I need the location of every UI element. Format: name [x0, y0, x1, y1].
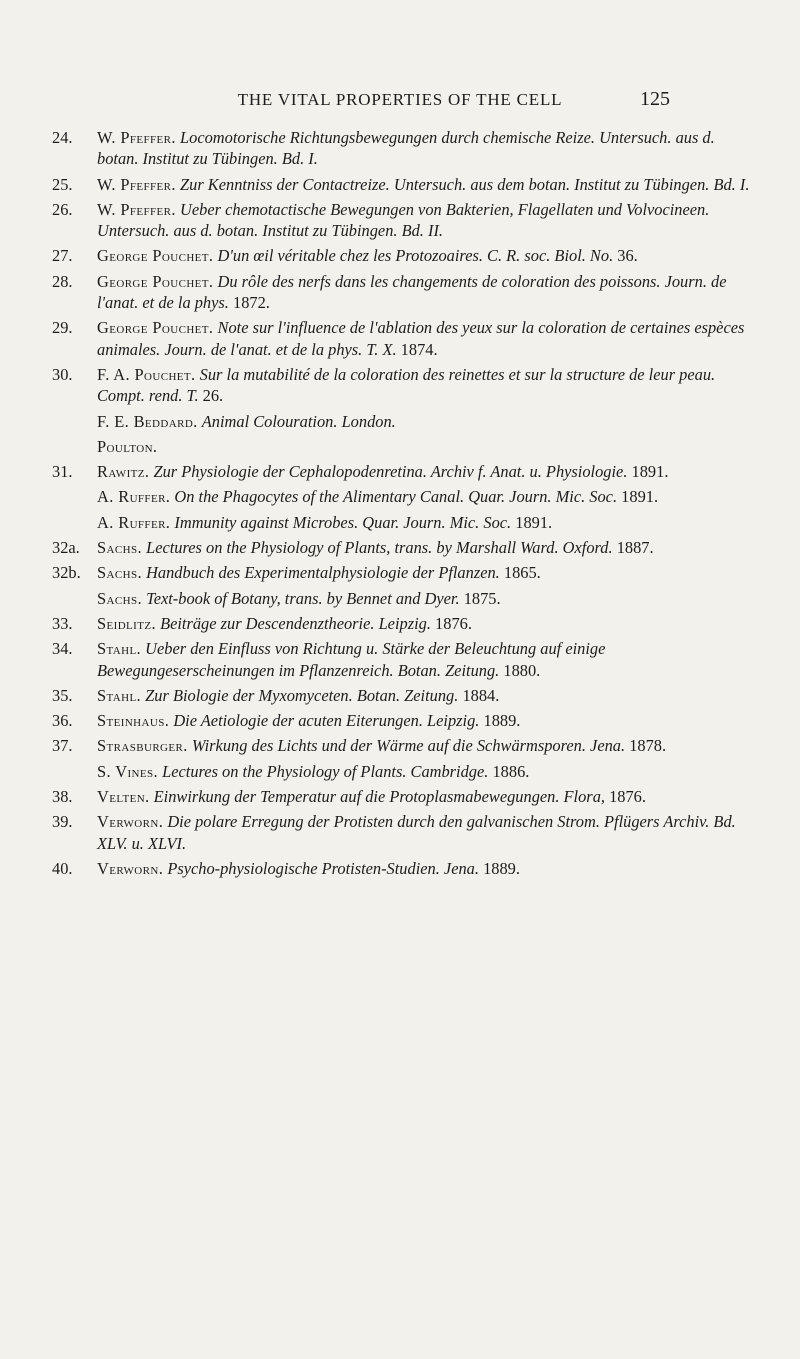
reference-author: Verworn.	[97, 812, 164, 832]
reference-detail: 1880.	[503, 660, 541, 680]
reference-author: Stahl.	[97, 685, 142, 705]
reference-number: 39.	[52, 812, 73, 832]
reference-detail: 1887.	[616, 538, 654, 558]
reference-title: Handbuch des Experimentalphysiologie der Pflanzen.	[146, 563, 500, 583]
reference-title: Lectures on the Physiology of Plants, trans. by Marshall Ward. Oxford.	[146, 538, 613, 558]
reference-author: George Pouchet.	[97, 246, 214, 266]
reference-entry	[52, 613, 758, 634]
reference-author: F. E. Beddard.	[97, 411, 198, 431]
reference-title: Beiträge zur Descendenztheorie. Leipzig.	[160, 613, 431, 633]
reference-title: Wirkung des Lichts und der Wärme auf die Schwärmsporen. Jena.	[191, 736, 626, 756]
reference-author: W. Pfeffer.	[97, 199, 176, 219]
reference-title: Text-book of Botany, trans. by Bennet and Dyer.	[146, 588, 460, 608]
running-title: THE VITAL PROPERTIES OF THE CELL	[237, 90, 563, 109]
reference-entry	[52, 411, 758, 432]
reference-detail: 1875.	[463, 588, 501, 608]
reference-title: Animal Colouration. London.	[201, 411, 396, 431]
reference-entry	[52, 436, 758, 457]
page-number: 125	[640, 88, 670, 110]
reference-title: Du rôle des nerfs dans les changements de coloration des poissons. Journ. de l'anat. et de la phys.	[97, 271, 727, 313]
reference-number: 35.	[52, 685, 73, 705]
reference-entry	[52, 562, 758, 583]
reference-author: Rawitz.	[97, 462, 150, 482]
reference-detail: 1889.	[483, 858, 520, 878]
reference-number: 33.	[52, 613, 73, 633]
reference-entry	[52, 588, 758, 609]
reference-author: Sachs.	[97, 538, 142, 558]
reference-author: Sachs.	[97, 588, 142, 608]
reference-detail: 1876.	[609, 787, 646, 807]
reference-author: Seidlitz.	[97, 613, 156, 633]
reference-entry	[52, 461, 758, 482]
reference-detail: 1886.	[492, 761, 530, 781]
reference-title: Die polare Erregung der Protisten durch den galvanischen Strom. Pflügers Archiv. Bd. XLV. u. XLVI.	[97, 812, 736, 853]
reference-title: On the Phagocytes of the Alimentary Canal. Quar. Journ. Mic. Soc.	[174, 487, 618, 507]
reference-title: Psycho-physiologische Protisten-Studien. Jena.	[167, 858, 479, 878]
reference-number: 36.	[52, 711, 73, 731]
reference-author: F. A. Pouchet.	[97, 364, 196, 384]
reference-number: 26.	[52, 199, 73, 219]
reference-number: 32b.	[52, 563, 81, 583]
reference-number: 38.	[52, 787, 73, 807]
reference-title: Zur Kenntniss der Contactreize. Untersuch. aus dem botan. Institut zu Tübingen. Bd. I.	[180, 174, 750, 194]
reference-number: 29.	[52, 318, 73, 338]
reference-title: Locomotorische Richtungsbewegungen durch chemische Reize. Untersuch. aus d. botan. Institut zu Tübingen. Bd. I.	[97, 128, 715, 169]
reference-entry	[52, 317, 758, 360]
reference-author: Steinhaus.	[97, 711, 170, 731]
reference-title: Ueber den Einfluss von Richtung u. Stärke der Beleuchtung auf einige Bewegungeserscheinungen im Pflanzenreich. Botan. Zeitung.	[97, 639, 606, 680]
reference-detail: 1884.	[462, 685, 500, 705]
reference-detail: 1865.	[503, 563, 541, 583]
reference-detail: 1874.	[400, 339, 438, 359]
reference-title: Einwirkung der Temperatur auf die Protoplasmabewegungen. Flora,	[153, 787, 605, 807]
reference-number: 31.	[52, 462, 73, 482]
reference-author: Stahl.	[97, 639, 142, 659]
reference-entry	[52, 486, 758, 507]
reference-entry	[52, 512, 758, 533]
reference-entry	[52, 811, 758, 854]
reference-author: A. Ruffer.	[97, 512, 171, 532]
reference-entry	[52, 245, 758, 266]
reference-detail: 1891.	[621, 487, 659, 507]
reference-detail: 1891.	[515, 512, 553, 532]
reference-author: Verworn.	[97, 858, 164, 878]
reference-number: 34.	[52, 639, 73, 659]
reference-author: George Pouchet.	[97, 318, 214, 338]
reference-entry	[52, 537, 758, 558]
reference-entry	[52, 761, 758, 782]
reference-entry	[52, 735, 758, 756]
reference-detail: 1872.	[233, 293, 270, 313]
reference-number: 24.	[52, 128, 73, 147]
reference-entry	[52, 685, 758, 706]
reference-entry	[52, 199, 758, 242]
reference-author: A. Ruffer.	[97, 487, 171, 507]
reference-author: Poulton.	[97, 436, 158, 456]
reference-author: W. Pfeffer.	[97, 128, 176, 147]
reference-entry	[52, 127, 758, 170]
reference-entry	[52, 271, 758, 314]
reference-detail: 1876.	[435, 613, 472, 633]
reference-detail: 1878.	[629, 736, 667, 756]
reference-author: Velten.	[97, 787, 150, 807]
reference-entry	[52, 364, 758, 407]
reference-title: Die Aetiologie der acuten Eiterungen. Leipzig.	[173, 711, 480, 731]
reference-number: 40.	[52, 858, 73, 878]
reference-entry	[52, 858, 758, 879]
reference-number: 30.	[52, 364, 73, 384]
reference-entry	[52, 786, 758, 807]
reference-entry	[52, 174, 758, 195]
reference-number: 37.	[52, 736, 73, 756]
reference-detail: 1889.	[483, 711, 521, 731]
reference-title: Note sur l'influence de l'ablation des yeux sur la coloration de certaines espèces animales. Journ. de l'anat. et de la phys. T. X.	[97, 318, 745, 359]
reference-detail: 1891.	[631, 462, 669, 482]
reference-detail: 36.	[617, 246, 638, 266]
reference-number: 32a.	[52, 538, 80, 558]
reference-title: Lectures on the Physiology of Plants. Cambridge.	[162, 761, 489, 781]
page-header	[0, 88, 800, 116]
reference-entry	[52, 710, 758, 731]
reference-title: Ueber chemotactische Bewegungen von Bakterien, Flagellaten und Volvocineen. Untersuch. aus d. botan. Institut zu Tübingen. Bd. II.	[97, 199, 710, 241]
reference-author: Strasburger.	[97, 736, 188, 756]
reference-author: W. Pfeffer.	[97, 174, 176, 194]
reference-title: Zur Physiologie der Cephalopodenretina. Archiv f. Anat. u. Physiologie.	[153, 462, 628, 482]
reference-author: George Pouchet.	[97, 271, 214, 291]
reference-title: Sur la mutabilité de la coloration des reinettes et sur la structure de leur peau. Compt. rend. T.	[97, 364, 716, 406]
reference-title: Zur Biologie der Myxomyceten. Botan. Zeitung.	[145, 685, 459, 705]
reference-author: Sachs.	[97, 563, 142, 583]
reference-detail: 26.	[202, 386, 224, 406]
reference-number: 28.	[52, 271, 73, 291]
reference-number: 25.	[52, 174, 73, 194]
reference-list	[52, 127, 758, 883]
reference-title: D'un œil véritable chez les Protozoaires. C. R. soc. Biol. No.	[217, 246, 614, 266]
reference-title: Immunity against Microbes. Quar. Journ. Mic. Soc.	[174, 512, 512, 532]
reference-number: 27.	[52, 246, 73, 266]
reference-author: S. Vines.	[97, 761, 158, 781]
reference-entry	[52, 638, 758, 681]
